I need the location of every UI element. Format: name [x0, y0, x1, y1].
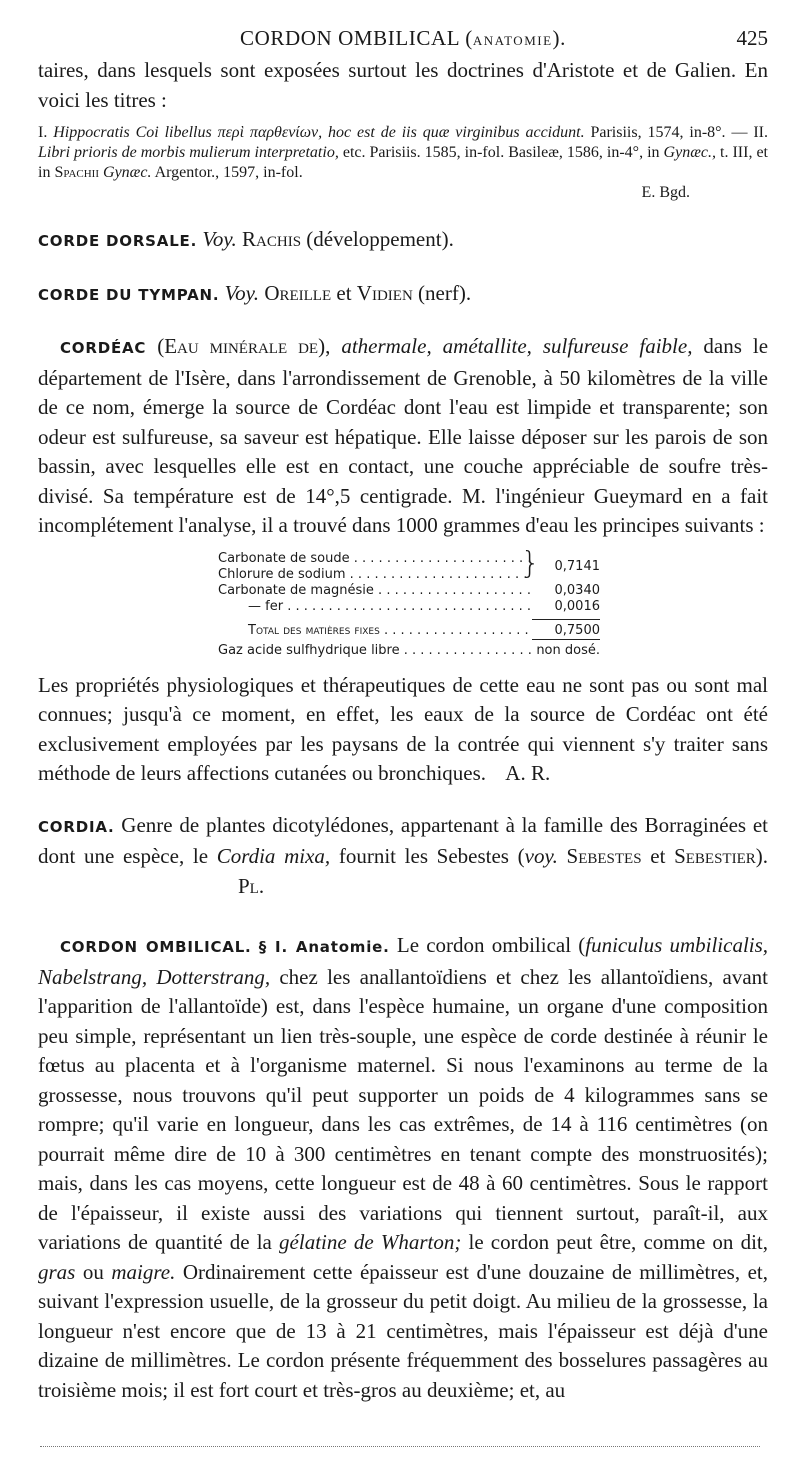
- bib-title-4: Gynæc.: [103, 164, 152, 181]
- cordeac-paren: (Eau minérale de),: [157, 334, 331, 358]
- analysis-row: [218, 599, 600, 615]
- section-heading: § I. Anatomie.: [258, 938, 390, 956]
- bib-title-2: Libri prioris de morbis mulierum interpretatio,: [38, 144, 339, 161]
- brace-icon: }: [520, 545, 540, 581]
- analysis-table: [218, 545, 600, 659]
- headword-cordeac: CORDÉAC: [60, 339, 147, 357]
- running-title-main: CORDON OMBILICAL (: [240, 26, 473, 50]
- voy-label: voy.: [524, 844, 558, 868]
- maigre-term: maigre.: [111, 1259, 176, 1284]
- analysis-row: [218, 643, 600, 659]
- entry-text: ou: [75, 1259, 112, 1284]
- cross-ref-sebestier: Sebestier: [674, 844, 756, 868]
- entry-text: Genre de plantes dicotylédones, appartenant à la famille des Borraginées et dont une espèce, le: [38, 812, 768, 868]
- latin-terms: funiculus umbilicalis, Nabelstrang, Dotterstrang,: [38, 933, 769, 989]
- bib-part: I.: [38, 124, 48, 141]
- analysis-value: 0,0340: [554, 582, 600, 598]
- voy-label: Voy.: [224, 280, 260, 305]
- entry-text: Le cordon ombilical (: [389, 933, 586, 957]
- analysis-label: Carbonate de magnésie . . .: [218, 583, 532, 599]
- cross-ref-sebestes: Sebestes: [566, 844, 642, 868]
- cordeac-text-2: Les propriétés physiologiques et thérapeutiques de cette eau ne sont pas ou sont mal connues; jusqu'à ce moment, en effet, les eaux de la source de Cordéac ont été exclusivement employées par les paysans de la contrée qui viennent s'y traiter sans méthode de leurs affections cutanées ou bronchiques.: [38, 672, 768, 785]
- entry-text: Ordinairement cette épaisseur est d'une douzaine de millimètres, et, suivant l'expression usuelle, de la grosseur du petit doigt. Au milieu de la grossesse, la longueur n'est encore que de 13 à 21 centimètres, mais l'épaisseur est déjà d'une dizaine de millimètres. Le cordon présente fréquemment des bosselures passagères au troisième mois; il est fort court et très-gros au deuxième; et, au: [38, 1259, 769, 1402]
- analysis-label: Gaz acide sulfhydrique libre . . .: [218, 643, 532, 659]
- running-title: [38, 26, 768, 51]
- page: [38, 26, 768, 1405]
- bib-title-3: Gynæc.,: [663, 144, 716, 161]
- headword-corde-tympan: CORDE DU TYMPAN.: [38, 285, 220, 304]
- entry-text: [558, 844, 567, 868]
- analysis-total-label: Total des matières fixes . . .: [218, 623, 532, 639]
- entry-cordeac: [38, 332, 768, 541]
- page-footer-rule: [40, 1446, 760, 1447]
- analysis-total-row: [218, 623, 600, 639]
- signature-bgd: E. Bgd.: [641, 184, 690, 201]
- entry-text: (nerf).: [412, 280, 472, 305]
- bib-title-1: Hippocratis Coi libellus περὶ παρθενίων, hoc est de iis quæ virginibus accidunt.: [53, 124, 585, 141]
- analysis-label: — fer . . .: [218, 599, 532, 615]
- headword-corde-dorsale: CORDE DORSALE.: [38, 232, 198, 250]
- cordeac-paragraph-2: [38, 671, 768, 789]
- bib-part: Argentor., 1597, in-fol.: [151, 164, 303, 181]
- entry-text: le cordon peut être, comme on dit,: [461, 1230, 768, 1254]
- entry-cordon-ombilical: [38, 931, 768, 1405]
- entry-text: et: [641, 844, 675, 868]
- bib-part: etc. Parisiis. 1585, in-fol. Basileæ, 1586, in-4°, in: [338, 144, 664, 161]
- analysis-value: non dosé.: [536, 642, 600, 658]
- signature-pl: Pl.: [238, 873, 265, 898]
- entry-cordia: [38, 811, 768, 902]
- headword-cordon-ombilical: CORDON OMBILICAL.: [60, 938, 252, 956]
- headword-cordia: CORDIA.: [38, 817, 115, 836]
- analysis-label: Carbonate de soude . . .: [218, 551, 532, 567]
- total-rule: [532, 639, 600, 640]
- analysis-value: 0,0016: [554, 598, 600, 614]
- page-number: 425: [736, 26, 768, 50]
- voy-label: Voy.: [202, 227, 237, 251]
- cordeac-text: dans le département de l'Isère, dans l'arrondissement de Grenoble, à 50 kilomètres de la ville de ce nom, émerge la source de Cordéac dont l'eau est limpide et transparente; son odeur est sulfureuse, sa saveur est hépatique. Elle laisse déposer sur les parois de son bassin, avec lesquelles elle est en contact, une couche appréciable de soufre très-divisé. Sa température est de 14°,5 centigrade. M. l'ingénieur Gueymard en a fait incomplétement l'analyse, il a trouvé dans 1000 grammes d'eau les principes suivants :: [38, 334, 769, 537]
- species-name: Cordia mixa,: [216, 844, 331, 868]
- analysis-row: [218, 583, 600, 599]
- running-title-small: ANATOMIE: [472, 33, 553, 48]
- gras-term: gras: [38, 1259, 76, 1284]
- bib-author: Spachii: [54, 164, 100, 181]
- total-rule: [532, 619, 600, 620]
- analysis-brace-group: [218, 545, 600, 583]
- running-title-end: ).: [552, 26, 566, 50]
- cross-ref-vidien: Vidien: [356, 280, 413, 305]
- analysis-total-value: 0,7500: [554, 622, 600, 638]
- intro-paragraph: taires, dans lesquels sont exposées surtout les doctrines d'Aristote et de Galien. En voici les titres :: [38, 58, 768, 112]
- cross-ref-oreille: Oreille: [264, 280, 332, 305]
- entry-text: et: [331, 280, 357, 305]
- entry-text: chez les anallantoïdiens et chez les allantoïdiens, avant l'apparition de l'allantoïde) est, dans l'espèce humaine, un organe d'une composition peu simple, représentant un lien très-souple, une espèce de corde destinée à réunir le fœtus au placenta et à l'organisme maternel. Si nous l'examinons au terme de la grossesse, nous trouvons qu'il peut supporter un poids de 4 kilogrammes sans se rompre; qu'il varie en longueur, dans les cas extrêmes, de 14 à 116 centimètres (on pourrait même dire de 10 à 300 centimètres en tenant compte des monstruosités); mais, dans les cas moyens, cette longueur est de 48 à 60 centimètres. Sous le rapport de l'épaisseur, il existe aussi des variations qui tiennent surtout, paraît-il, aux variations de quantité de la: [38, 964, 768, 1254]
- bibliography: [38, 123, 768, 183]
- cordeac-qualifiers: athermale, amétallite, sulfureuse faible,: [341, 334, 693, 358]
- entry-text: ).: [755, 844, 769, 868]
- entry-corde-tympan: [38, 279, 768, 311]
- analysis-value: 0,7141: [554, 558, 600, 574]
- gelatine-term: gélatine de Wharton;: [279, 1230, 462, 1254]
- entry-text: (développement).: [301, 227, 454, 251]
- bib-part: t. III, et in: [38, 144, 768, 181]
- cross-ref-rachis: Rachis: [242, 227, 302, 251]
- signature-ar: A. R.: [505, 761, 551, 785]
- running-head: [38, 26, 768, 56]
- bib-part: Parisiis, 1574, in-8°. — II.: [584, 124, 769, 141]
- entry-corde-dorsale: [38, 225, 768, 257]
- entry-text: fournit les Sebestes (: [330, 844, 525, 868]
- analysis-label: Chlorure de sodium . . .: [218, 567, 532, 583]
